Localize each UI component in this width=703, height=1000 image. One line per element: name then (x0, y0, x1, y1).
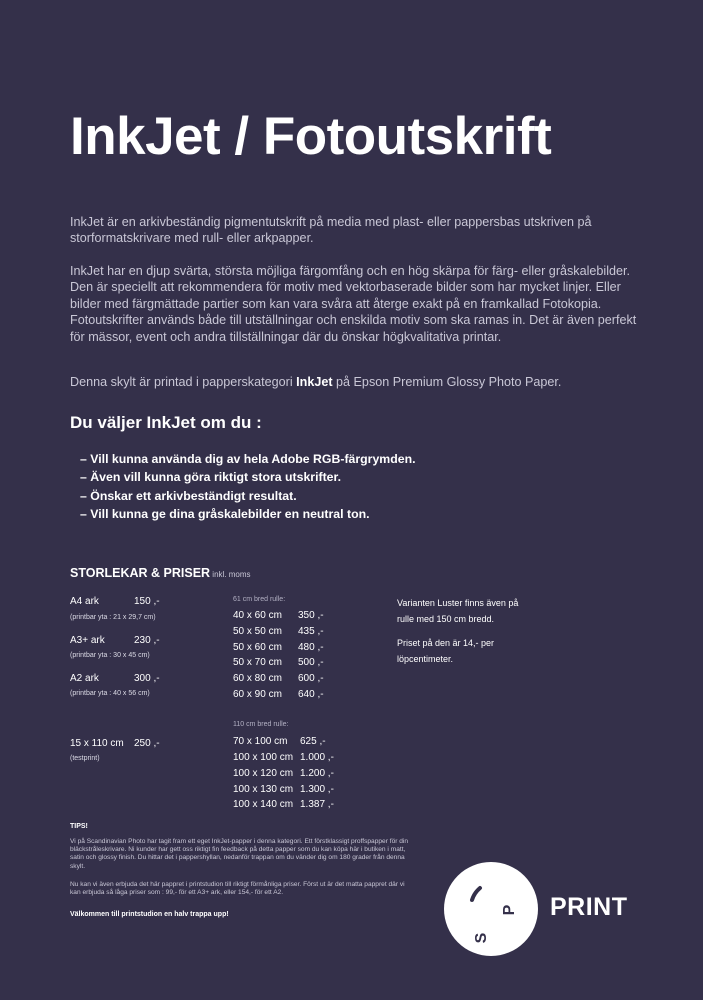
roll-61-row (233, 626, 324, 637)
sp-logo-mark (444, 862, 538, 956)
roll-price: 640 ,- (298, 689, 324, 700)
sizes-heading (70, 566, 251, 580)
logo-letter-s: S (473, 932, 490, 944)
choose-bullet: – Önskar ett arkivbeständigt resultat. (80, 488, 297, 503)
sheet-price: 230 ,- (134, 635, 160, 646)
sheet-row (70, 596, 160, 607)
roll-61-row (233, 642, 324, 653)
roll-110-row (233, 799, 334, 810)
sheet-row (70, 673, 160, 684)
intro-paragraph-3 (70, 374, 650, 390)
logo-arc (472, 888, 480, 900)
roll-110-row (233, 752, 334, 763)
sheet-name: A4 ark (70, 596, 99, 607)
sheet-printable-area: (printbar yta : 30 x 45 cm) (70, 652, 150, 659)
roll-price: 1.387 ,- (300, 799, 334, 810)
luster-price-note: Priset på den är 14,- per löpcentimeter. (397, 638, 495, 664)
intro-paragraph-1: InkJet är en arkivbeständig pigmentutskrift på media med plast- eller pappersbas utskriven på storformatskrivare med rull- eller arkpapper. (70, 215, 592, 246)
sheet-row (70, 738, 160, 749)
roll-size: 100 x 120 cm (233, 768, 294, 779)
roll-110-row (233, 768, 334, 779)
roll-size: 100 x 140 cm (233, 799, 294, 810)
choose-bullet-list (80, 450, 416, 523)
paper-category: InkJet (296, 375, 333, 389)
sp-logo-icon (444, 862, 538, 956)
sheet-price: 250 ,- (134, 738, 160, 749)
roll-size: 60 x 80 cm (233, 673, 282, 684)
roll-price: 350 ,- (298, 610, 324, 621)
roll-size: 60 x 90 cm (233, 689, 282, 700)
intro-paragraph-2: InkJet har en djup svärta, största möjliga färgomfång och en hög skärpa för färg- eller gråskalebilder. Den är speciellt att rekommendera för motiv med vektorbaserade bilder som har mycket linjer. Eller bilder med färgmättade partier som kan vara svåra att återge exakt på en framkallad Fotokopia. Fotoutskrifter används både till utställningar och enskilda motiv som ska ramas in. Det är även perfekt för mässor, event och andra tillställningar där du önskar högkvalitativa printar. (70, 264, 637, 344)
paper-sentence-start: Denna skylt är printad i papperskategori (70, 375, 297, 389)
sheet-name: A3+ ark (70, 635, 105, 646)
choose-heading: Du väljer InkJet om du : (70, 413, 262, 432)
roll-price: 600 ,- (298, 673, 324, 684)
sheet-name: A2 ark (70, 673, 99, 684)
roll-price: 1.300 ,- (300, 784, 334, 795)
page-title: InkJet / Fotoutskrift (70, 107, 552, 166)
roll-price: 1.000 ,- (300, 752, 334, 763)
roll-61-row (233, 689, 324, 700)
logo-letter-p: P (501, 904, 518, 916)
roll-size: 50 x 70 cm (233, 657, 282, 668)
roll-61-row (233, 610, 324, 621)
roll-size: 100 x 130 cm (233, 784, 294, 795)
sheet-printable-area: (testprint) (70, 755, 100, 762)
roll-61-row (233, 657, 324, 668)
roll-110-row (233, 736, 326, 747)
roll-price: 625 ,- (300, 736, 326, 747)
roll-110-label: 110 cm bred rulle: (233, 721, 289, 728)
roll-size: 50 x 50 cm (233, 626, 282, 637)
print-logo-text: PRINT (550, 893, 628, 921)
roll-61-row (233, 673, 324, 684)
sheet-printable-area: (printbar yta : 40 x 56 cm) (70, 690, 150, 697)
choose-bullet: – Även vill kunna göra riktigt stora utskrifter. (80, 470, 342, 485)
sheet-row (70, 635, 160, 646)
sheet-printable-area: (printbar yta : 21 x 29,7 cm) (70, 614, 156, 621)
choose-bullet: – Vill kunna ge dina gråskalebilder en neutral ton. (80, 506, 370, 521)
sheet-price: 300 ,- (134, 673, 160, 684)
sizes-heading-vat: inkl. moms (210, 570, 251, 579)
paper-sentence-end: på Epson Premium Glossy Photo Paper. (332, 375, 562, 389)
tips-heading: TIPS! (70, 823, 88, 830)
roll-size: 50 x 60 cm (233, 642, 282, 653)
roll-size: 70 x 100 cm (233, 736, 288, 747)
roll-110-row (233, 784, 334, 795)
sheet-name: 15 x 110 cm (70, 738, 124, 749)
choose-bullet: – Vill kunna använda dig av hela Adobe RGB-färgrymden. (80, 452, 416, 466)
luster-note: Varianten Luster finns även på rulle med 150 cm bredd. (397, 598, 519, 624)
roll-61-label: 61 cm bred rulle: (233, 596, 286, 603)
roll-size: 100 x 100 cm (233, 752, 294, 763)
roll-price: 480 ,- (298, 642, 324, 653)
roll-size: 40 x 60 cm (233, 610, 282, 621)
tips-paragraph-1: Vi på Scandinavian Photo har tagit fram ett eget InkJet-papper i denna kategori. Ett förstklassigt proffspapper för din bläckstråleskrivare. Ni kunder har gett oss riktigt fin feedback på detta papper som du kan köpa här i butiken i matt, satin och glossy finish. Du hittar det i pappershyllan, nedanför trappan om du vänder dig om 180 grader från denna skylt. (70, 838, 409, 870)
tips-paragraph-2: Nu kan vi även erbjuda det här pappret i printstudion till riktigt förmånliga priser. Först ut är det matta pappret där vi kan erbjuda så låga priser som : 99,- för ett A3+ ark, eller 154,- för ett A2. (70, 881, 405, 897)
roll-price: 500 ,- (298, 657, 324, 668)
sheet-price: 150 ,- (134, 596, 160, 607)
roll-price: 1.200 ,- (300, 768, 334, 779)
roll-price: 435 ,- (298, 626, 324, 637)
sizes-heading-text: STORLEKAR & PRISER (70, 566, 211, 580)
welcome-text: Välkommen till printstudion en halv trappa upp! (70, 911, 229, 918)
